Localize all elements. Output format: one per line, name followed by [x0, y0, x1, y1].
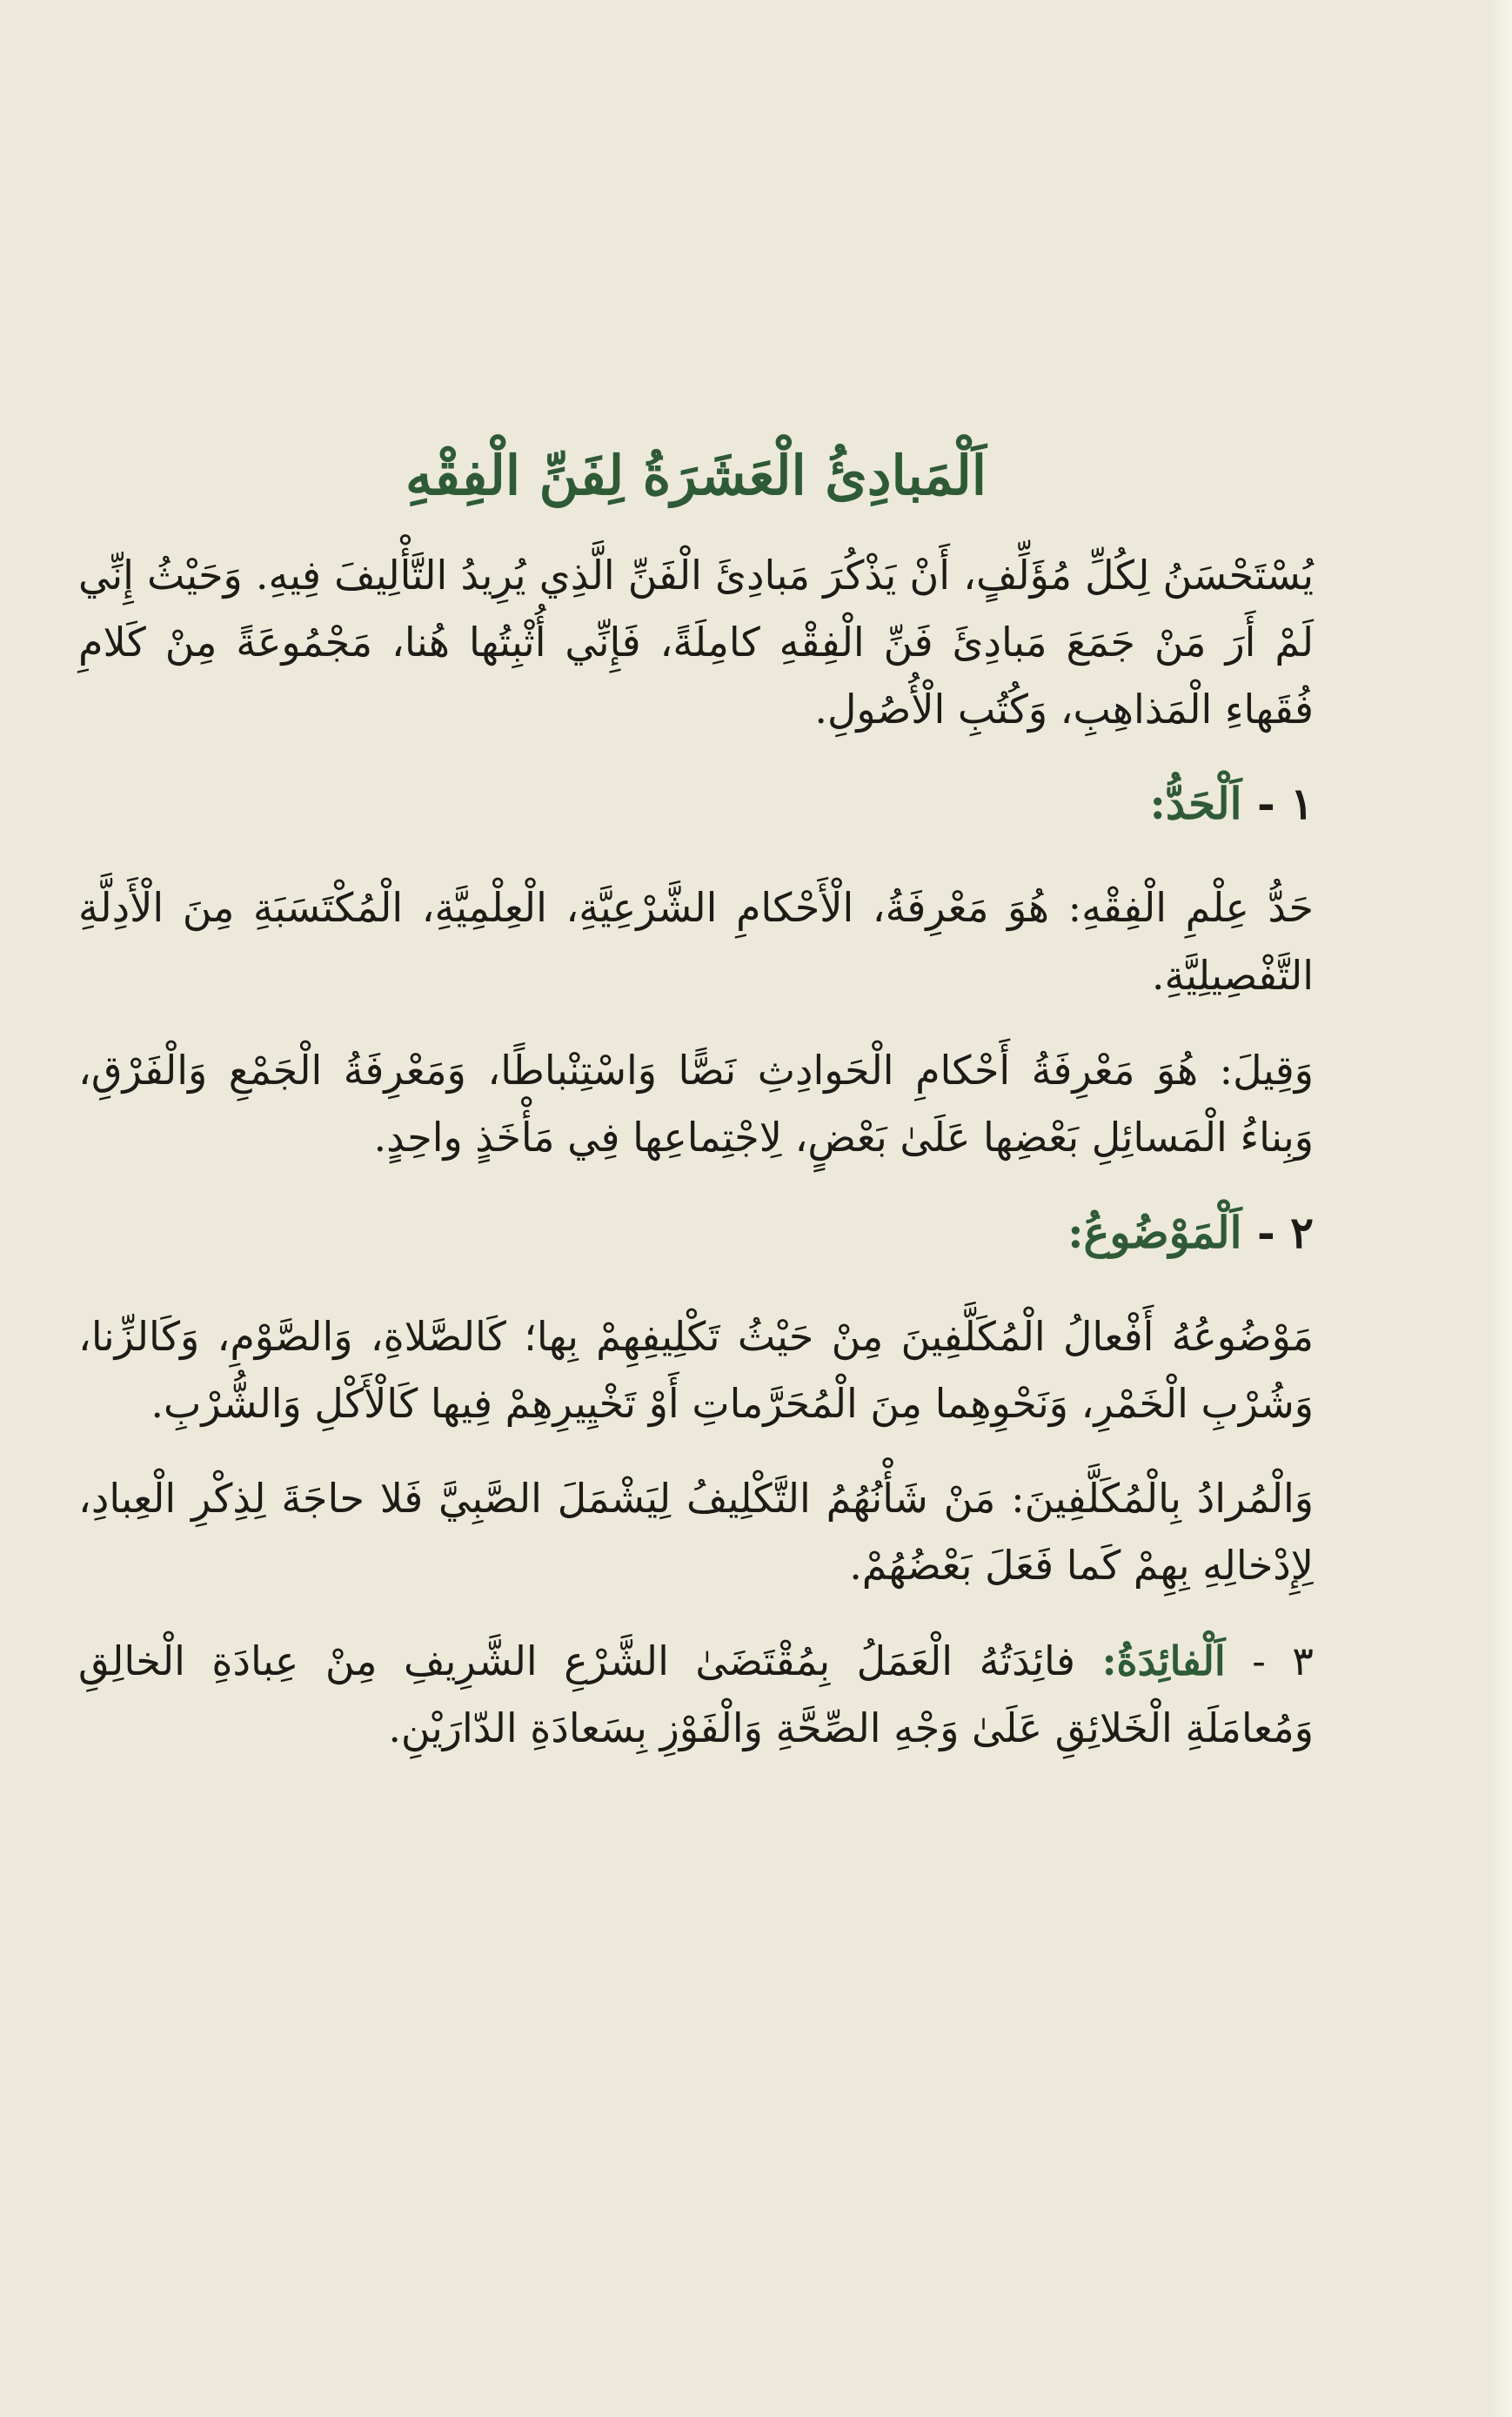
section-3-text: فائِدَتُهُ الْعَمَلُ بِمُقْتَضَىٰ الشَّرْعِ الشَّرِيفِ مِنْ عِبادَةِ الْخالِقِ وَمُعامَلَةِ الْخَلائِقِ عَلَىٰ وَجْهِ الصِّحَّةِ وَالْفَوْزِ بِسَعادَةِ الدّارَيْنِ.: [78, 1637, 1314, 1751]
section-3-number: ٣ -: [1252, 1637, 1315, 1684]
page-title: اَلْمَبادِئُ الْعَشَرَةُ لِفَنِّ الْفِقْهِ: [405, 444, 987, 507]
page-edge: [1489, 0, 1512, 2417]
section-1-number: ١ -: [1256, 778, 1314, 830]
book-page: [78, 439, 1314, 1790]
section-1-heading: [78, 771, 1314, 836]
section-1-paragraph-1: حَدُّ عِلْمِ الْفِقْهِ: هُوَ مَعْرِفَةُ، الْأَحْكامِ الشَّرْعِيَّةِ، الْعِلْمِيَّةِ، الْمُكْتَسَبَةِ مِنَ الْأَدِلَّةِ التَّفْصِيلِيَّةِ.: [78, 884, 1314, 999]
section-2-number: ٢ -: [1256, 1206, 1314, 1258]
section-2-paragraph-1: مَوْضُوعُهُ أَفْعالُ الْمُكَلَّفِينَ مِنْ حَيْثُ تَكْلِيفِهِمْ بِها؛ كَالصَّلاةِ، وَالصَّوْمِ، وَكَالزِّنا، وَشُرْبِ الْخَمْرِ، وَنَحْوِهِما مِنَ الْمُحَرَّماتِ أَوْ تَخْيِيرِهِمْ فِيها كَالْأَكْلِ وَالشُّرْبِ.: [78, 1312, 1314, 1427]
intro-paragraph: يُسْتَحْسَنُ لِكُلِّ مُؤَلِّفٍ، أَنْ يَذْكُرَ مَبادِئَ الْفَنِّ الَّذِي يُرِيدُ التَّأْلِيفَ فِيهِ. وَحَيْثُ إِنِّي لَمْ أَرَ مَنْ جَمَعَ مَبادِئَ فَنِّ الْفِقْهِ كامِلَةً، فَإِنِّي أُثْبِتُها هُنا، مَجْمُوعَةً مِنْ كَلامِ فُقَهاءِ الْمَذاهِبِ، وَكُتُبِ الْأُصُولِ.: [78, 551, 1314, 733]
section-1-label: اَلْحَدُّ:: [1149, 778, 1242, 830]
section-3-label: اَلْفائِدَةُ:: [1101, 1637, 1226, 1684]
section-2-paragraph-2: وَالْمُرادُ بِالْمُكَلَّفِينَ: مَنْ شَأْنُهُمُ التَّكْلِيفُ لِيَشْمَلَ الصَّبِيَّ فَلا حاجَةَ لِذِكْرِ الْعِبادِ، لِإِدْخالِهِ بِهِمْ كَما فَعَلَ بَعْضُهُمْ.: [78, 1475, 1314, 1590]
section-2-heading: [78, 1200, 1314, 1265]
section-1-paragraph-2: وَقِيلَ: هُوَ مَعْرِفَةُ أَحْكامِ الْحَوادِثِ نَصًّا وَاسْتِنْباطًا، وَمَعْرِفَةُ الْجَمْعِ وَالْفَرْقِ، وَبِناءُ الْمَسائِلِ بَعْضِها عَلَىٰ بَعْضٍ، لِاجْتِماعِها فِي مَأْخَذٍ واحِدٍ.: [78, 1047, 1314, 1162]
section-2-label: اَلْمَوْضُوعُ:: [1067, 1206, 1242, 1258]
section-3-paragraph: [78, 1628, 1314, 1763]
